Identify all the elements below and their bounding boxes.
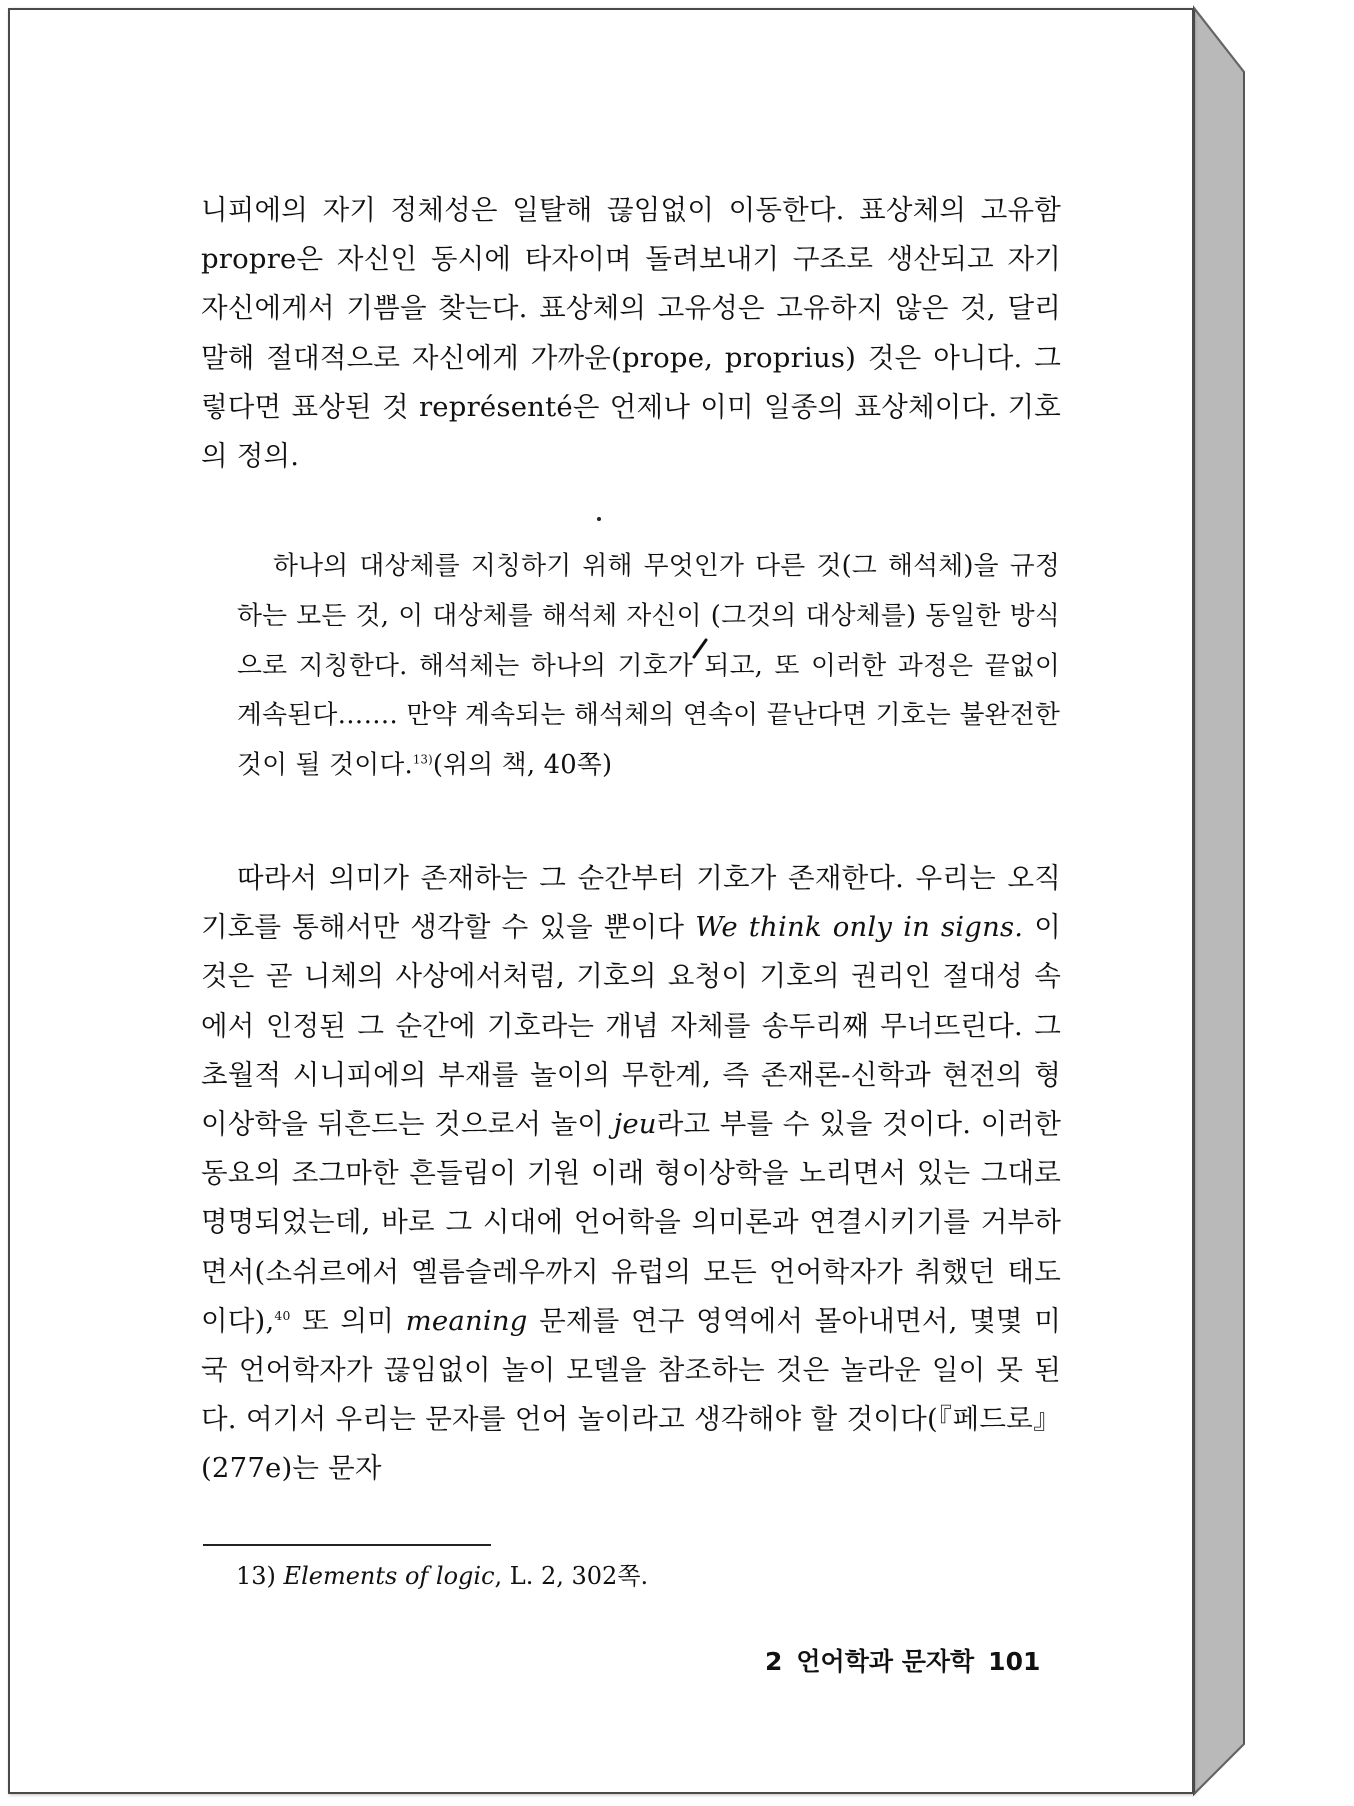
- footnote-title: Elements of logic: [283, 1562, 495, 1590]
- footnote-number: 13): [236, 1562, 276, 1590]
- page-number: 101: [988, 1647, 1041, 1676]
- chapter-title: 언어학과 문자학: [796, 1647, 975, 1676]
- italic-phrase: We think only in signs.: [695, 911, 1024, 944]
- running-footer: [765, 1642, 1040, 1682]
- italic-word: jeu: [613, 1108, 657, 1141]
- footnote-detail: , L. 2, 302쪽.: [494, 1562, 649, 1590]
- paragraph-segment: 따라서 의미가 존재하는 그 순간부터 기호가 존재한다. 우리는 오직 기호를 통해서만 생각할 수 있을 뿐이다: [201, 862, 1061, 944]
- body-paragraph-1: [201, 186, 1061, 481]
- body-paragraph-2: [201, 854, 1061, 1494]
- handwritten-mark: [690, 638, 710, 660]
- paragraph-segment: 문제를 연구 영역에서 몰아내면서, 몇몇 미국 언어학자가 끊임없이 놀이 모델을 참조하는 것은 놀라운 일이 못 된다. 여기서 우리는 문자를 언어 놀이라고 생각해야 할 것이다(『페드로』(277e)는 문자: [201, 1304, 1061, 1485]
- footnote-reference: 13): [412, 752, 433, 767]
- paragraph-segment: 이것은 곧 니체의 사상에서처럼, 기호의 요청이 기호의 권리인 절대성 속에서 인정된 그 순간에 기호라는 개념 자체를 송두리째 무너뜨린다. 그 초월적 시니피에의 부재를 놀이의 무한계, 즉 존재론-신학과 현전의 형이상학을 뒤흔드는 것으로서 놀이: [201, 911, 1061, 1141]
- footnote-divider: [203, 1544, 491, 1546]
- footnote-reference: 40: [274, 1308, 291, 1323]
- chapter-number: 2: [765, 1647, 783, 1676]
- quote-citation: (위의 책, 40쪽): [432, 750, 613, 781]
- quote-body: 하나의 대상체를 지칭하기 위해 무엇인가 다른 것(그 해석체)을 규정하는 모든 것, 이 대상체를 해석체 자신이 (그것의 대상체를) 동일한 방식으로 지칭한다. 해석체는 하나의 기호가 되고, 또 이러한 과정은 끝없이 계속된다……. 만약 계속되는 해석체의 연속이 끝난다면 기호는 불완전한 것이 될 것이다.: [237, 551, 1060, 781]
- ink-dot: [597, 517, 601, 521]
- paragraph-text: 니피에의 자기 정체성은 일탈해 끊임없이 이동한다. 표상체의 고유함 propre은 자신인 동시에 타자이며 돌려보내기 구조로 생산되고 자기 자신에게서 기쁨을 찾는다. 표상체의 고유성은 고유하지 않은 것, 달리 말해 절대적으로 자신에게 가까운(prope, proprius) 것은 아니다. 그렇다면 표상된 것 représenté은 언제나 이미 일종의 표상체이다. 기호의 정의.: [201, 194, 1061, 473]
- paragraph-segment: 또 의미: [290, 1304, 406, 1337]
- block-quote: [237, 542, 1060, 791]
- paragraph-text: [201, 854, 1061, 1494]
- paragraph-segment: 라고 부를 수 있을 것이다. 이러한 동요의 조그마한 흔들림이 기원 이래 형이상학을 노리면서 있는 그대로 명명되었는데, 바로 그 시대에 언어학을 의미론과 연결시키기를 거부하면서(소쉬르에서 옐름슬레우까지 유럽의 모든 언어학자가 취했던 태도이다),: [201, 1108, 1061, 1337]
- quote-text: [237, 542, 1060, 791]
- italic-word: meaning: [405, 1304, 528, 1337]
- footnote: [236, 1556, 648, 1596]
